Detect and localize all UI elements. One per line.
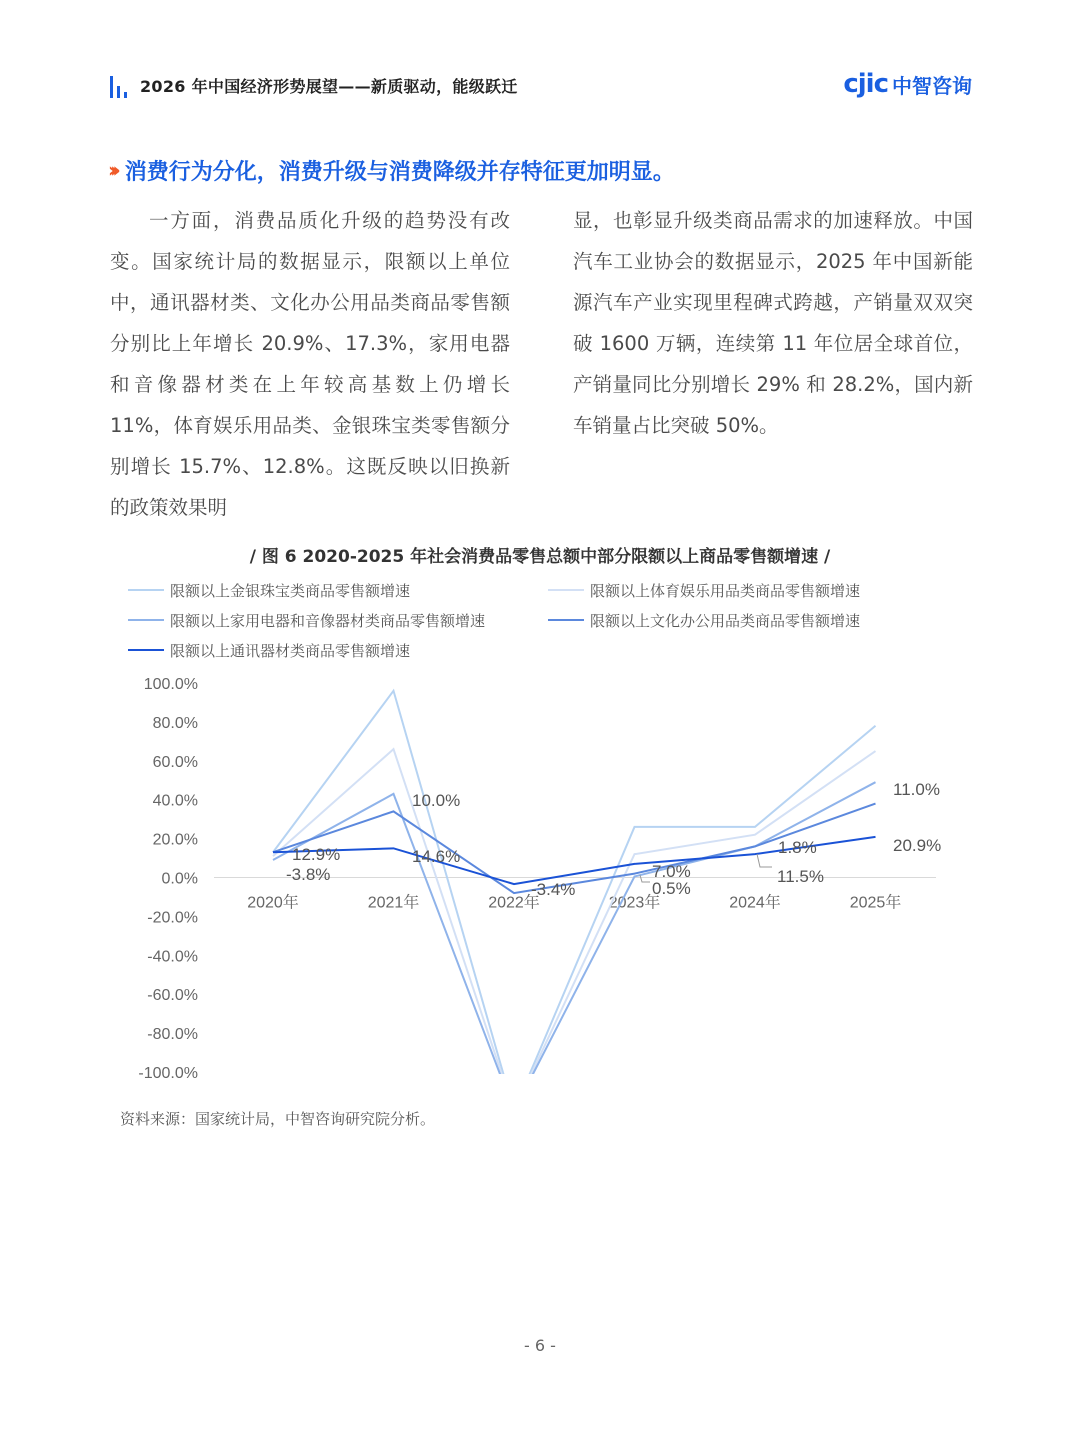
page-number: - 6 -: [524, 1336, 556, 1355]
data-label: 14.6%: [412, 847, 461, 866]
x-tick-label: 2021年: [367, 894, 420, 912]
body-column-right: [573, 200, 973, 446]
x-tick-label: 2020年: [247, 894, 299, 912]
line-chart: [0, 668, 1080, 1088]
legend-item: [128, 638, 410, 662]
legend-item: [128, 608, 485, 632]
report-title: 2026 年中国经济形势展望——新质驱动，能级跃迁: [140, 77, 518, 96]
leader-line: [640, 875, 650, 882]
y-tick-label: 20.0%: [152, 831, 198, 849]
y-tick-label: -40.0%: [147, 948, 198, 966]
company-logo: [843, 68, 972, 100]
y-tick-label: -100.0%: [138, 1065, 198, 1082]
chart-title: / 图 6 2020-2025 年社会消费品零售总额中部分限额以上商品零售额增速 /: [249, 547, 831, 567]
body-column-left: [110, 200, 510, 528]
legend-swatch: [128, 649, 164, 651]
logo-mark: cjic: [843, 69, 888, 99]
chart-legend: [128, 578, 958, 668]
x-tick-label: 2025年: [849, 894, 902, 912]
y-tick-label: -80.0%: [147, 1026, 198, 1044]
page-header: [108, 68, 972, 104]
x-tick-label: 2023年: [608, 894, 661, 912]
data-label: 0.5%: [652, 879, 691, 898]
bar-chart-icon: [108, 74, 134, 100]
legend-label: 限额以上体育娱乐用品类商品零售额增速: [590, 581, 861, 600]
y-tick-label: 60.0%: [152, 753, 198, 771]
data-label: 20.9%: [893, 836, 942, 855]
legend-swatch: [548, 589, 584, 591]
legend-swatch: [128, 589, 164, 591]
x-tick-label: 2022年: [488, 894, 540, 912]
section-heading-text: 消费行为分化，消费升级与消费降级并存特征更加明显。: [124, 159, 675, 185]
double-chevron-icon: ›››: [108, 158, 115, 182]
leader-line: [757, 854, 772, 867]
legend-swatch: [128, 619, 164, 621]
legend-label: 限额以上家用电器和音像器材类商品零售额增速: [170, 611, 486, 630]
legend-item: [548, 608, 860, 632]
logo-text: 中智咨询: [892, 73, 972, 98]
body-paragraph-right: 显，也彰显升级类商品需求的加速释放。中国汽车工业协会的数据显示，2025 年中国新能源汽车产业实现里程碑式跨越，产销量双双突破 1600 万辆，连续第 11 年位居全球首位，产销量同比分别增长 29% 和 28.2%，国内新车销量占比突破 50%。: [573, 209, 973, 437]
y-tick-label: 40.0%: [152, 792, 198, 810]
data-label: -3.4%: [531, 880, 576, 899]
legend-label: 限额以上文化办公用品类商品零售额增速: [590, 611, 861, 630]
legend-swatch: [548, 619, 584, 621]
legend-item: [548, 578, 860, 602]
y-tick-label: 100.0%: [143, 676, 198, 693]
data-label: 11.0%: [893, 780, 940, 799]
source-note: 资料来源：国家统计局，中智咨询研究院分析。: [120, 1110, 436, 1128]
data-label: 10.0%: [412, 791, 461, 810]
data-label: -3.8%: [286, 865, 331, 884]
data-label: 11.5%: [777, 867, 824, 886]
y-tick-label: 0.0%: [161, 870, 198, 888]
section-heading: [108, 152, 972, 188]
data-label: 7.0%: [652, 862, 691, 881]
legend-label: 限额以上通讯器材类商品零售额增速: [170, 641, 411, 660]
legend-item: [128, 578, 410, 602]
data-label: 12.9%: [292, 845, 341, 864]
series-line: [273, 749, 876, 1088]
series-line: [273, 782, 876, 1088]
data-label: 1.8%: [778, 838, 817, 857]
body-paragraph-left: 一方面，消费品质化升级的趋势没有改变。国家统计局的数据显示，限额以上单位中，通讯器材类、文化办公用品类商品零售额分别比上年增长 20.9%、17.3%，家用电器和音像器材类在上年较高基数上仍增长 11%，体育娱乐用品类、金银珠宝类零售额分别增长 15.7%、12.8%。这既反映以旧换新的政策效果明: [110, 209, 510, 519]
legend-label: 限额以上金银珠宝类商品零售额增速: [170, 581, 411, 600]
x-tick-label: 2024年: [729, 894, 781, 912]
y-tick-label: -60.0%: [147, 987, 198, 1005]
y-tick-label: -20.0%: [147, 909, 198, 927]
y-tick-label: 80.0%: [152, 714, 198, 732]
